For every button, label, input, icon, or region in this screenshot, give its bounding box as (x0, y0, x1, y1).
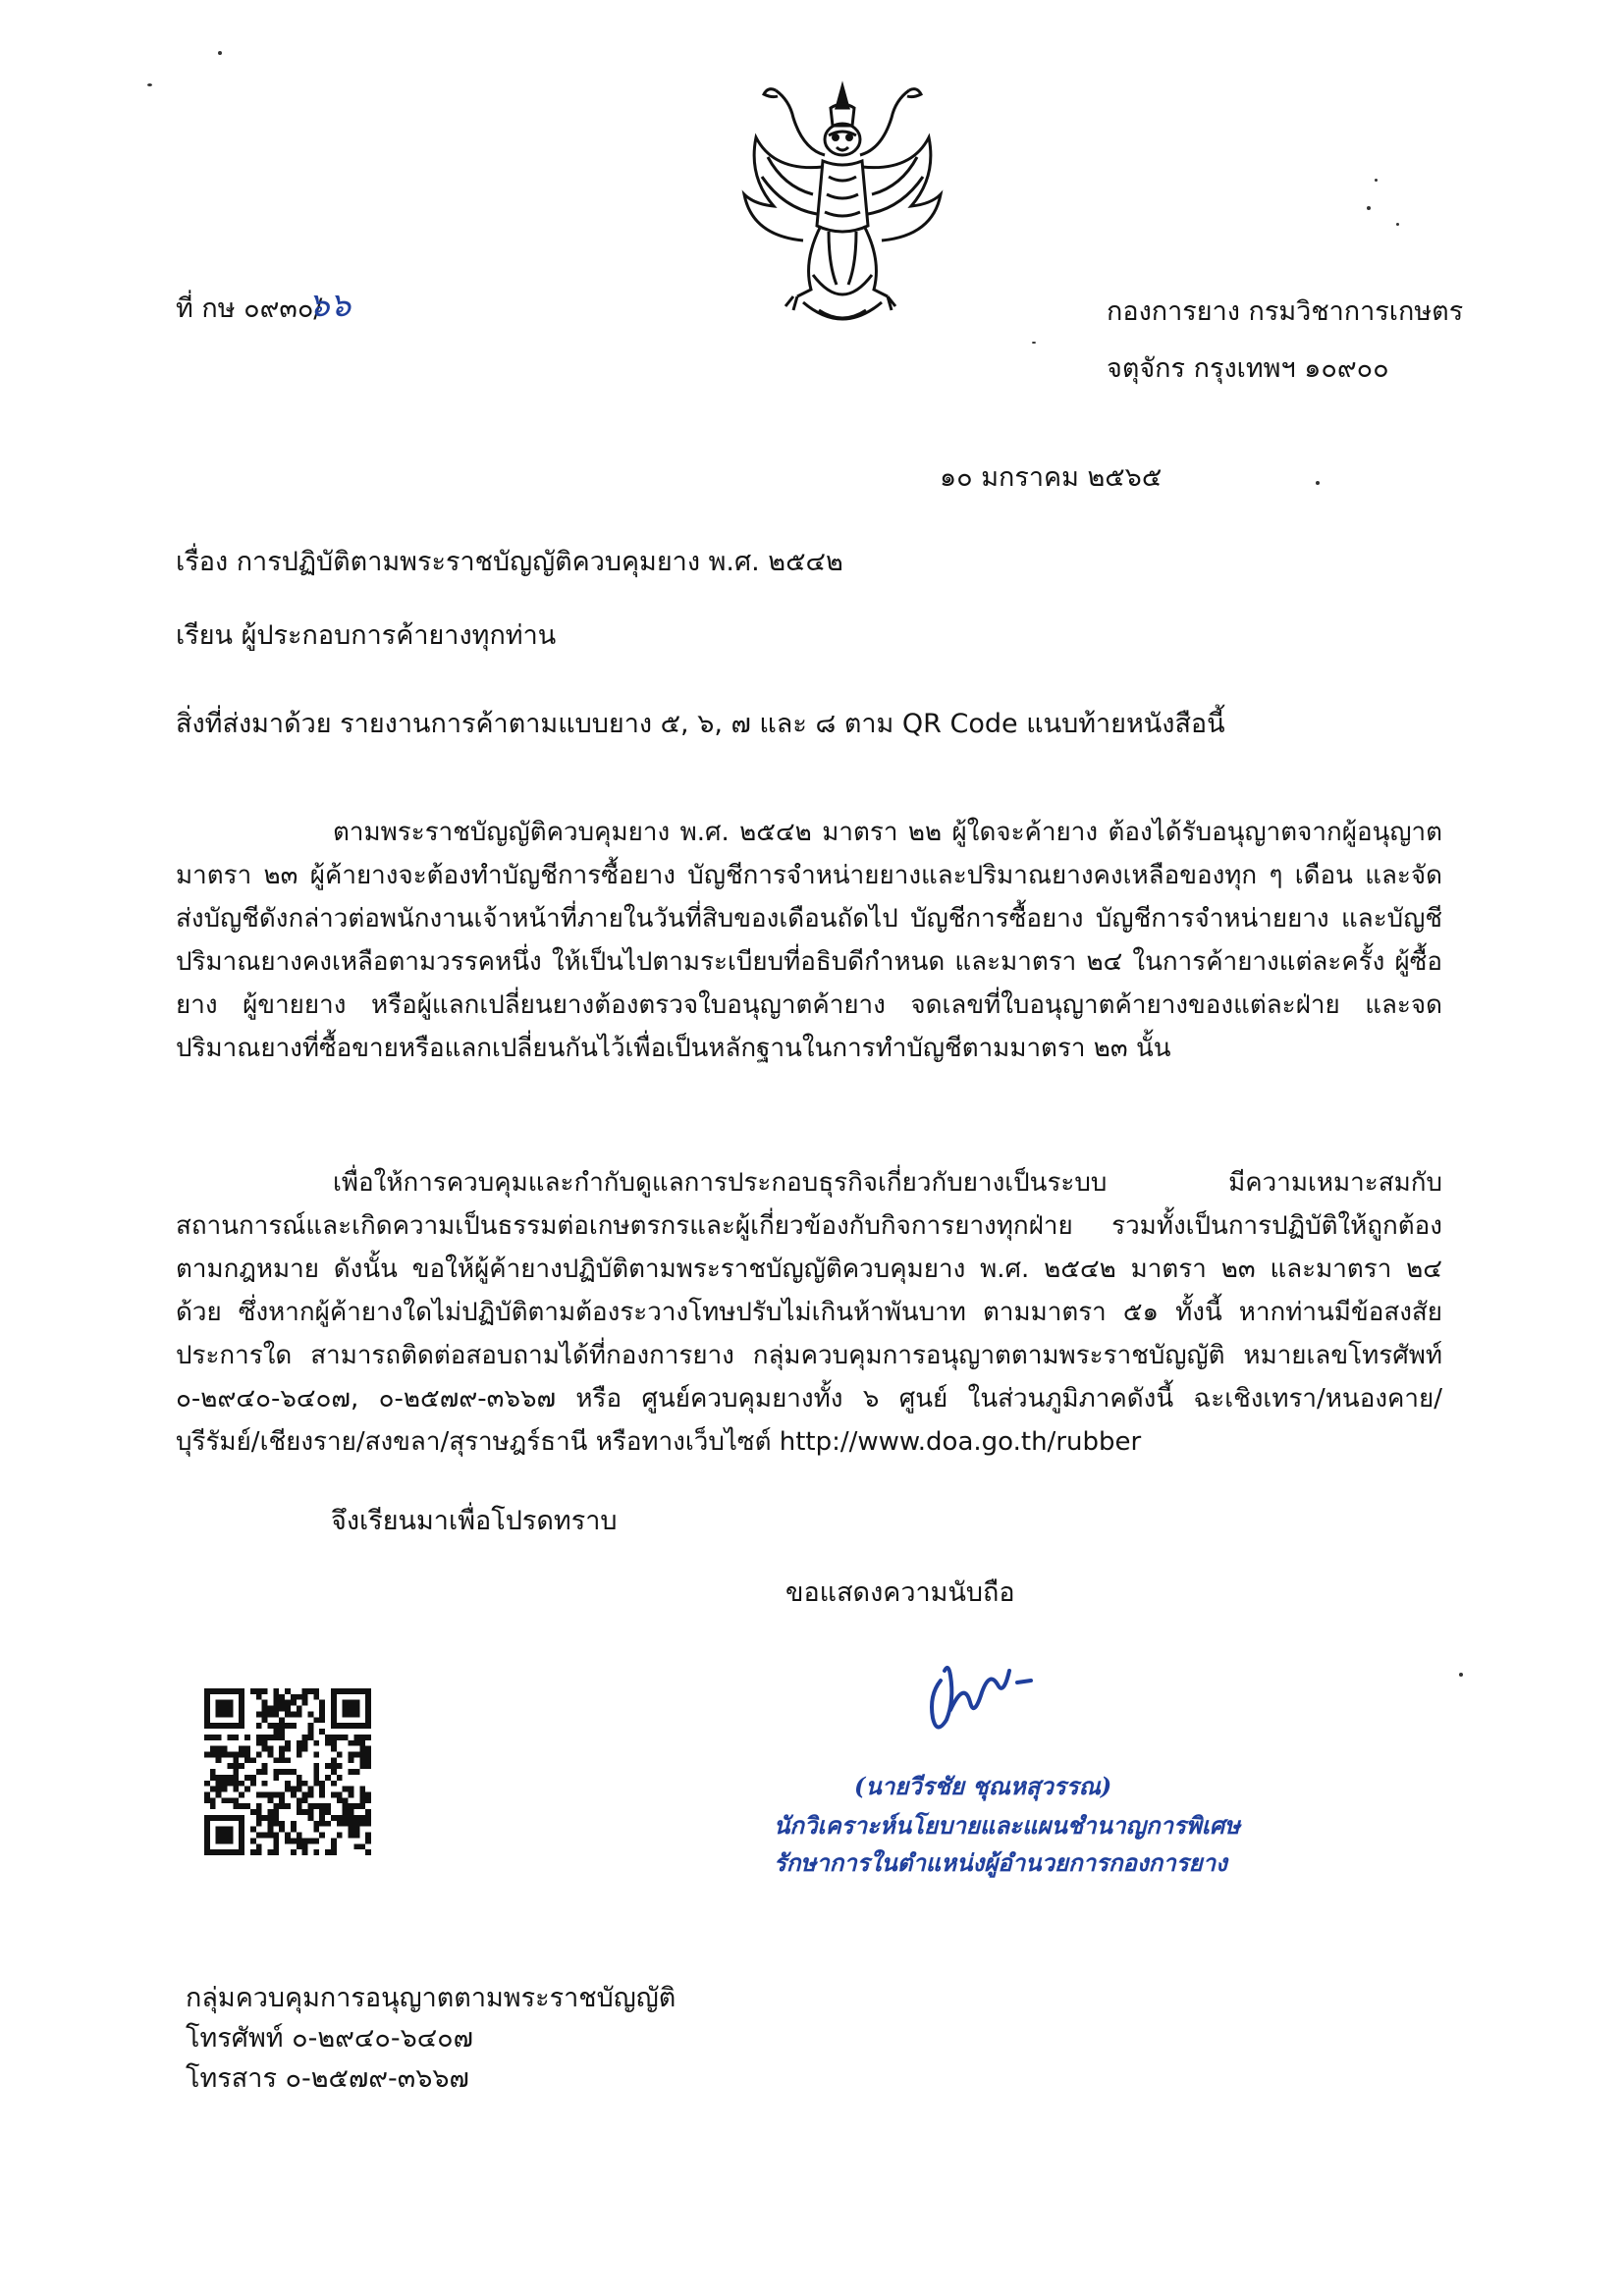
footer-unit: กลุ่มควบคุมการอนุญาตตามพระราชบัญญัติ (186, 1983, 676, 2013)
scan-speck (1375, 179, 1378, 182)
handwritten-signature (911, 1641, 1049, 1749)
scan-speck (1459, 1673, 1463, 1677)
body-paragraph-1: ตามพระราชบัญญัติควบคุมยาง พ.ศ. ๒๕๔๒ มาตรา ๒๒ ผู้ใดจะค้ายาง ต้องได้รับอนุญาตจากผู้อนุญาต มาตรา ๒๓ ผู้ค้ายางจะต้องทำบัญชีการซื้อยาง บัญชีการจำหน่ายยางและปริมาณยางคงเหลือของทุก ๆ เดือน และจัดส่งบัญชีดังกล่าวต่อพนักงานเจ้าหน้าที่ภายในวันที่สิบของเดือนถัดไป บัญชีการซื้อยาง บัญชีการจำหน่ายยาง และบัญชีปริมาณยางคงเหลือตามวรรคหนึ่ง ให้เป็นไปตามระเบียบที่อธิบดีกำหนด และมาตรา ๒๔ ในการค้ายางแต่ละครั้ง ผู้ซื้อยาง ผู้ขายยาง หรือผู้แลกเปลี่ยนยางต้องตรวจใบอนุญาตค้ายาง จดเลขที่ใบอนุญาตค้ายางของแต่ละฝ่าย และจดปริมาณยางที่ซื้อขายหรือแลกเปลี่ยนกันไว้เพื่อเป็นหลักฐานในการทำบัญชีตามมาตรา ๒๓ นั้น (176, 818, 1442, 1063)
scan-speck (1316, 481, 1320, 485)
scan-speck (1032, 342, 1036, 344)
signer-position-1: นักวิเคราะห์นโยบายและแผนชำนาญการพิเศษ (774, 1811, 1240, 1840)
scan-speck (1367, 206, 1371, 210)
signer-name: (นายวีรชัย ชุณหสุวรรณ) (854, 1772, 1112, 1800)
office-line-1: กองการยาง กรมวิชาการเกษตร (1107, 296, 1464, 327)
letter-enclosure: สิ่งที่ส่งมาด้วย รายงานการค้าตามแบบยาง ๕, ๖, ๗ และ ๘ ตาม QR Code แนบท้ายหนังสือนี้ (176, 709, 1225, 739)
letter-subject: เรื่อง การปฏิบัติตามพระราชบัญญัติควบคุมยาง พ.ศ. ๒๕๔๒ (176, 547, 843, 577)
scan-speck (147, 83, 152, 86)
qr-code-icon[interactable] (204, 1688, 371, 1855)
signer-position-2: รักษาการในตำแหน่งผู้อำนวยการกองการยาง (774, 1848, 1227, 1877)
reference-prefix: ที่ กษ ๐๙๓๐/ (176, 294, 323, 324)
scan-speck (1396, 223, 1399, 226)
scan-speck (218, 51, 222, 55)
reference-number: ๖๖ (308, 286, 352, 325)
letter-date: ๑๐ มกราคม ๒๕๖๕ (940, 462, 1163, 493)
closing-line: จึงเรียนมาเพื่อโปรดทราบ (331, 1506, 618, 1536)
regards-line: ขอแสดงความนับถือ (785, 1577, 1015, 1608)
office-line-2: จตุจักร กรุงเทพฯ ๑๐๙๐๐ (1107, 353, 1389, 384)
body-paragraph-2: เพื่อให้การควบคุมและกำกับดูแลการประกอบธุรกิจเกี่ยวกับยางเป็นระบบ มีความเหมาะสมกับสถานการณ์และเกิดความเป็นธรรมต่อเกษตรกรและผู้เกี่ยวข้องกับกิจการยางทุกฝ่าย รวมทั้งเป็นการปฏิบัติให้ถูกต้องตามกฎหมาย ดังนั้น ขอให้ผู้ค้ายางปฏิบัติตามพระราชบัญญัติควบคุมยาง พ.ศ. ๒๕๔๒ มาตรา ๒๓ และมาตรา ๒๔ ด้วย ซึ่งหากผู้ค้ายางใดไม่ปฏิบัติตามต้องระวางโทษปรับไม่เกินห้าพันบาท ตามมาตรา ๕๑ ทั้งนี้ หากท่านมีข้อสงสัยประการใด สามารถติดต่อสอบถามได้ที่กองการยาง กลุ่มควบคุมการอนุญาตตามพระราชบัญญัติ หมายเลขโทรศัพท์ ๐-๒๙๔๐-๖๔๐๗, ๐-๒๕๗๙-๓๖๖๗ หรือ ศูนย์ควบคุมยางทั้ง ๖ ศูนย์ ในส่วนภูมิภาคดังนี้ ฉะเชิงเทรา/หนองคาย/บุรีรัมย์/เชียงราย/สงขลา/สุราษฎร์ธานี หรือทางเว็บไซต์ http://www.doa.go.th/rubber (176, 1168, 1442, 1457)
letter-salutation: เรียน ผู้ประกอบการค้ายางทุกท่าน (176, 620, 557, 651)
footer-phone: โทรศัพท์ ๐-๒๙๔๐-๖๔๐๗ (186, 2023, 473, 2054)
garuda-emblem-icon (734, 79, 950, 344)
footer-fax: โทรสาร ๐-๒๕๗๙-๓๖๖๗ (186, 2063, 469, 2094)
